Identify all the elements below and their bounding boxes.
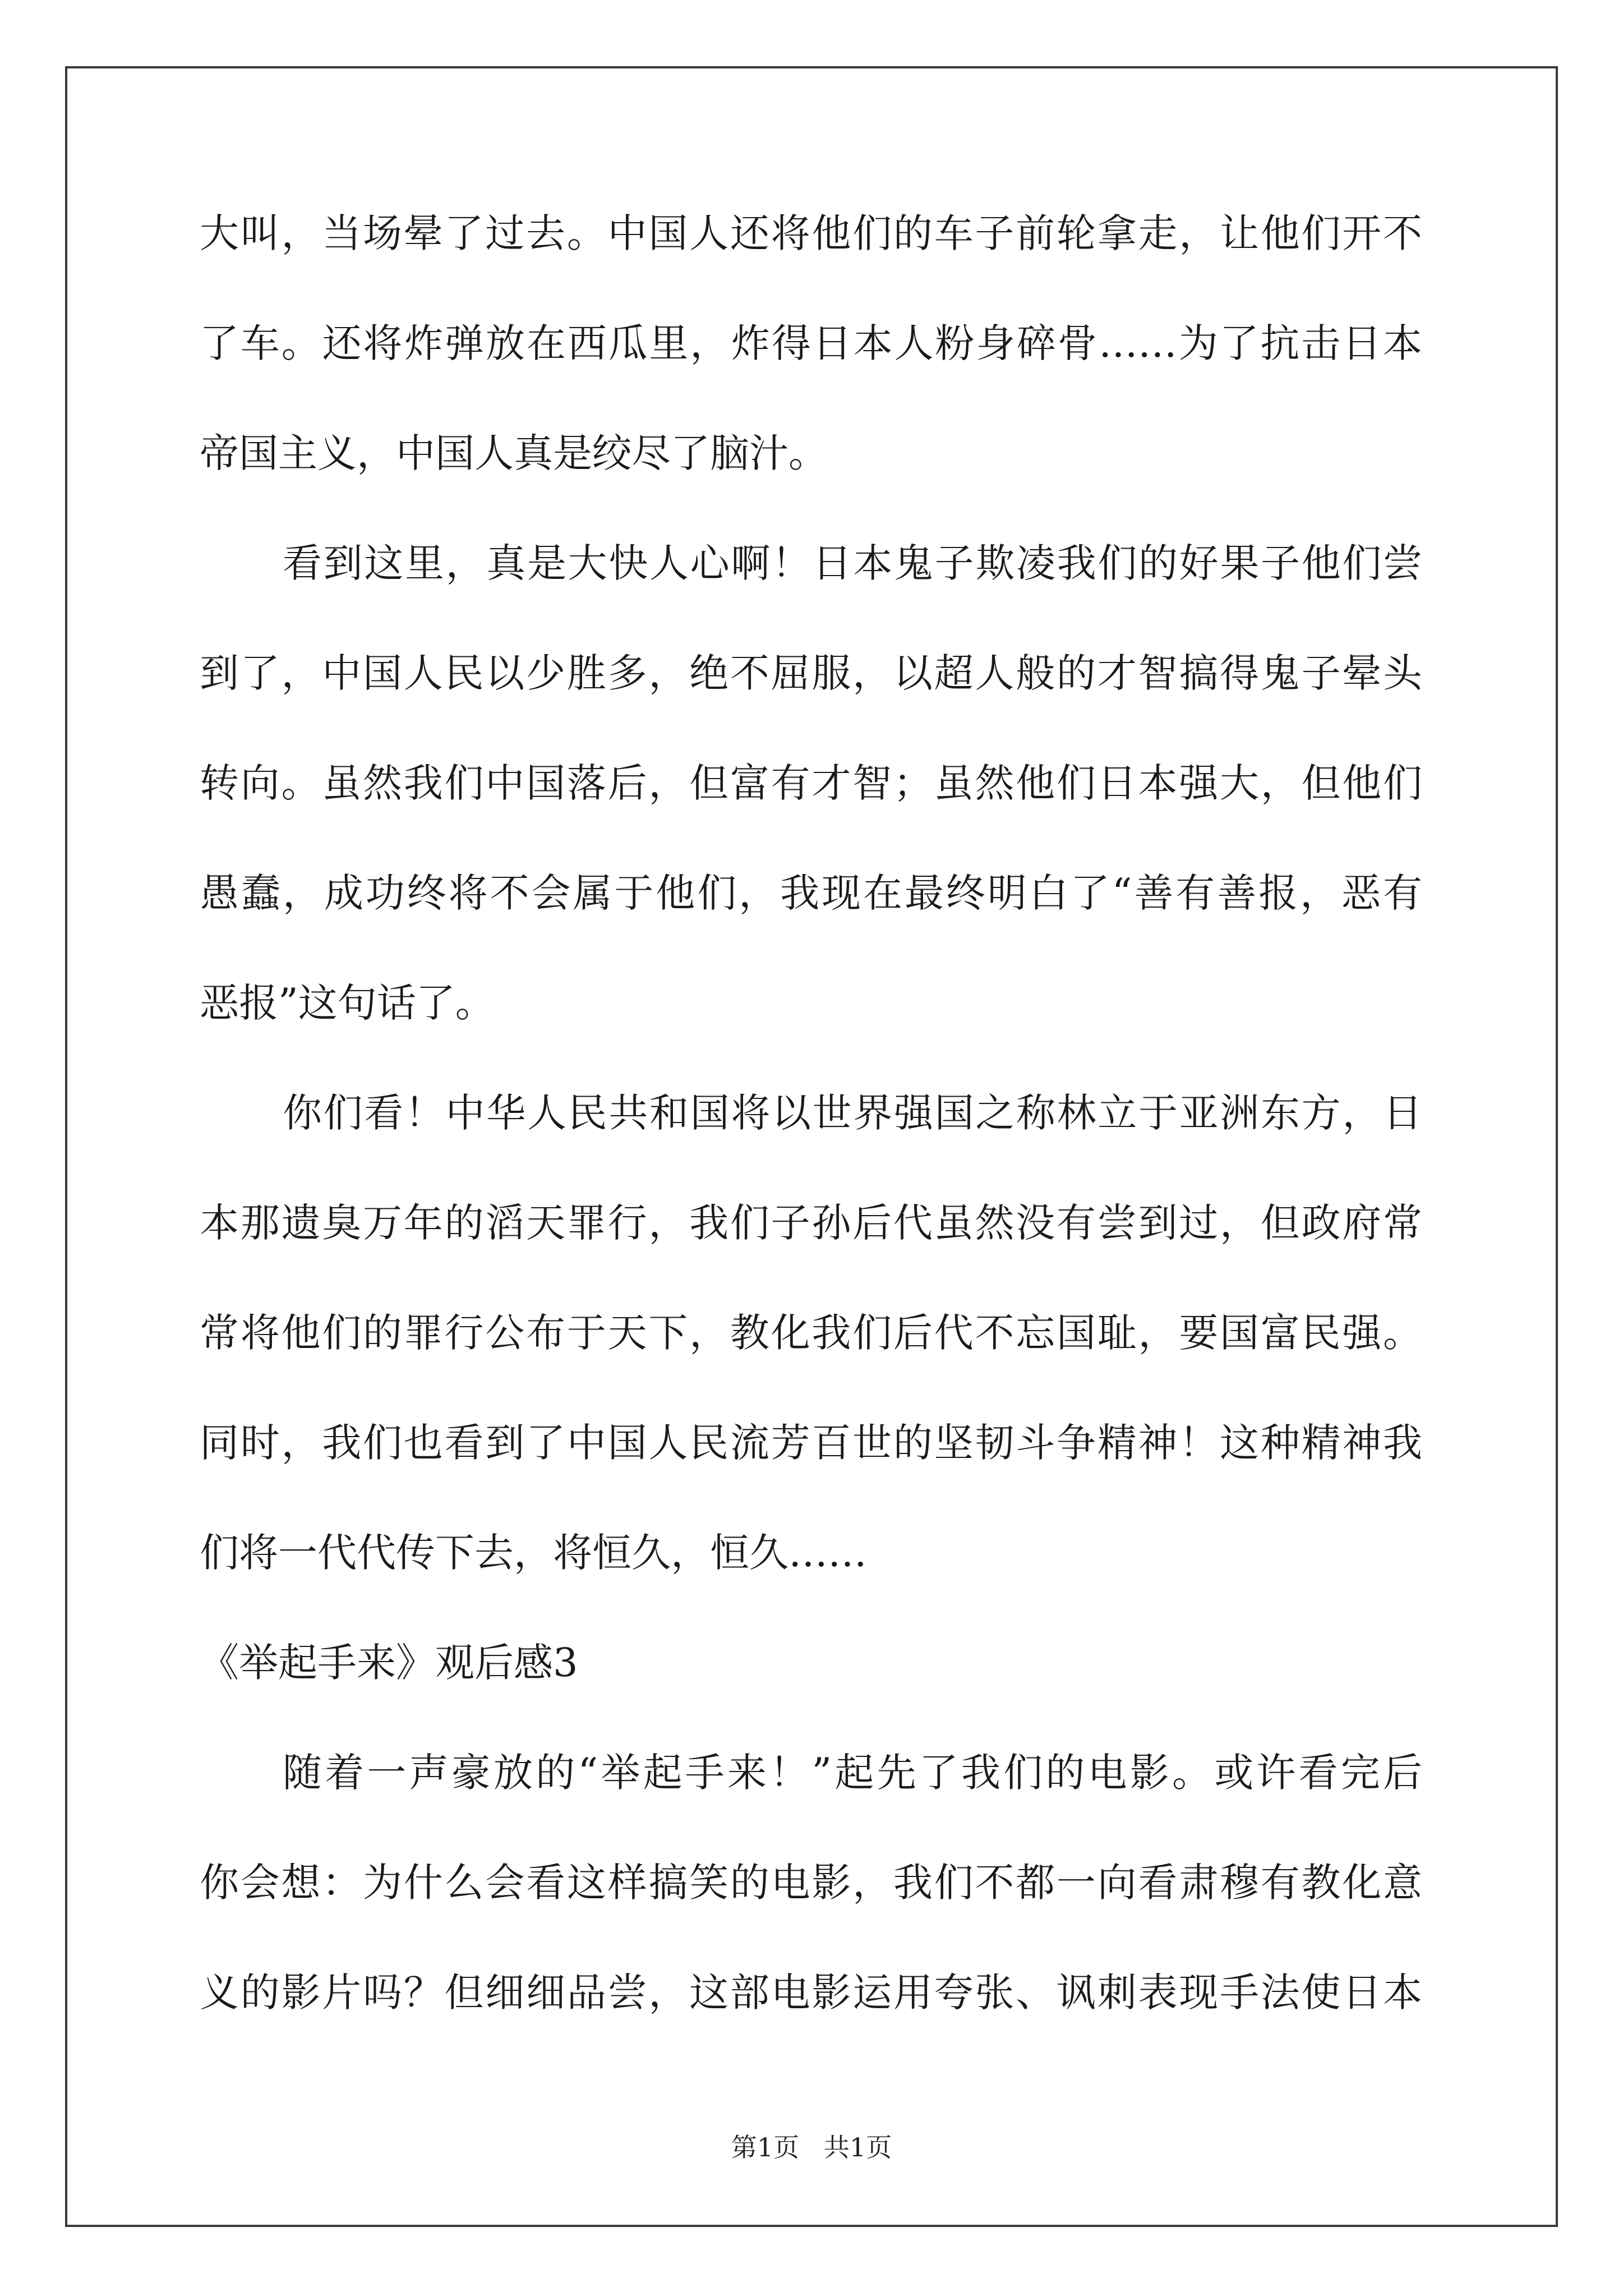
text-line: 同时，我们也看到了中国人民流芳百世的坚韧斗争精神！这种精神我 <box>200 1420 1422 1466</box>
text-line: 愚蠢，成功终将不会属于他们，我现在最终明白了“善有善报，恶有 <box>200 870 1422 916</box>
text-line: 恶报”这句话了。 <box>200 980 495 1026</box>
text-line: 义的影片吗？但细细品尝，这部电影运用夸张、讽刺表现手法使日本 <box>200 1970 1422 2016</box>
paragraph-start-line: 看到这里，真是大快人心啊！日本鬼子欺凌我们的好果子他们尝 <box>283 540 1422 586</box>
text-line: 常将他们的罪行公布于天下，教化我们后代不忘国耻，要国富民强。 <box>200 1310 1422 1356</box>
paragraph-start-line: 随着一声豪放的“举起手来！”起先了我们的电影。或许看完后 <box>283 1750 1422 1796</box>
text-line: 们将一代代传下去，将恒久，恒久…… <box>200 1530 867 1576</box>
section-heading: 《举起手来》观后感3 <box>200 1640 578 1686</box>
page-footer: 第1页 共1页 <box>731 2132 892 2162</box>
text-line: 你会想：为什么会看这样搞笑的电影，我们不都一向看肃穆有教化意 <box>200 1860 1422 1906</box>
document-body <box>200 210 1422 2082</box>
text-line: 到了，中国人民以少胜多，绝不屈服，以超人般的才智搞得鬼子晕头 <box>200 650 1422 696</box>
text-line: 了车。还将炸弹放在西瓜里，炸得日本人粉身碎骨……为了抗击日本 <box>200 320 1422 366</box>
text-line: 转向。虽然我们中国落后，但富有才智；虽然他们日本强大，但他们 <box>200 760 1422 806</box>
paragraph-start-line: 你们看！中华人民共和国将以世界强国之称林立于亚洲东方，日 <box>283 1090 1422 1136</box>
text-line: 帝国主义，中国人真是绞尽了脑汁。 <box>200 430 828 476</box>
text-line: 本那遗臭万年的滔天罪行，我们子孙后代虽然没有尝到过，但政府常 <box>200 1200 1422 1246</box>
text-line: 大叫，当场晕了过去。中国人还将他们的车子前轮拿走，让他们开不 <box>200 210 1422 256</box>
